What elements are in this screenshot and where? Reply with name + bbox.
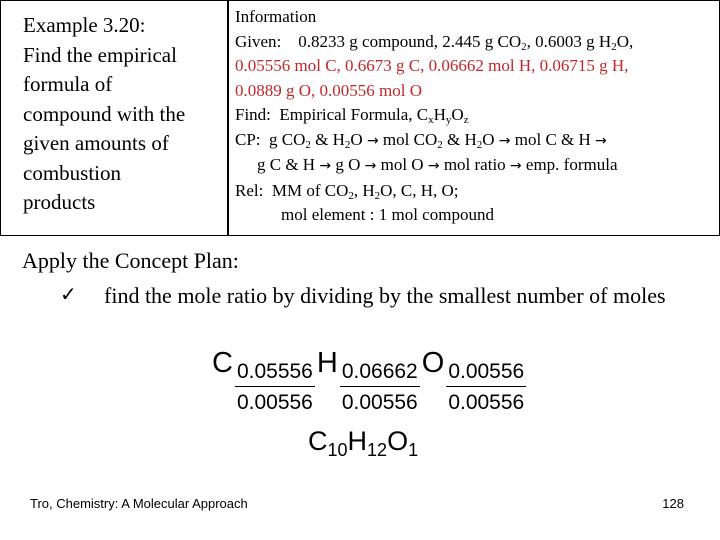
example-line: compound with the — [23, 101, 186, 126]
fraction-bar — [340, 386, 420, 387]
example-box — [0, 0, 228, 236]
denominator: 0.00556 — [236, 391, 313, 414]
arrow-icon: → — [366, 132, 379, 149]
subscript: 2 — [611, 40, 617, 53]
rel-text: O, C, H, O; — [380, 180, 459, 200]
cp-text: mol ratio — [439, 155, 510, 174]
example-text — [23, 11, 185, 218]
cp-text: mol C & H — [510, 129, 596, 149]
relationships-line-2: mol element : 1 mol compound — [281, 205, 494, 224]
find-text: Empirical Formula, C — [279, 105, 429, 124]
given-text: 0.8233 g compound, 2.445 g CO — [298, 31, 522, 51]
info-heading: Information — [235, 7, 317, 26]
denominator: 0.00556 — [448, 391, 525, 414]
subscript: 2 — [476, 138, 483, 151]
fraction-bar — [446, 386, 526, 387]
subscript: 2 — [521, 40, 527, 53]
arrow-icon: → — [498, 132, 511, 149]
cp-text: g O — [331, 155, 365, 174]
subscript: y — [445, 114, 452, 126]
subscript: z — [463, 114, 469, 126]
numerator: 0.05556 — [236, 360, 313, 383]
example-line: formula of — [23, 72, 113, 96]
fraction — [233, 360, 317, 415]
rel-label: Rel: — [235, 180, 264, 200]
example-line: given amounts of — [23, 131, 169, 155]
fraction — [338, 360, 422, 415]
subscript: 2 — [344, 138, 351, 151]
cp-text: O — [482, 129, 499, 149]
concept-plan-line-2 — [235, 153, 633, 179]
element-symbol: O — [421, 347, 445, 379]
cp-text: emp. formula — [521, 155, 618, 174]
given-label: Given: — [235, 31, 282, 51]
cp-text: & H — [310, 129, 345, 149]
step-text: find the mole ratio by dividing by the smallest number of moles — [104, 283, 666, 308]
element-symbol: C — [212, 347, 233, 379]
computed-values-line-2: 0.0889 g O, 0.00556 mol O — [235, 80, 422, 100]
page-number: 128 — [662, 496, 684, 511]
subscript: 10 — [327, 440, 348, 460]
denominator: 0.00556 — [341, 391, 418, 414]
given-line — [235, 30, 633, 55]
subscript: 2 — [348, 189, 354, 202]
subscript: x — [428, 114, 434, 126]
cp-text: O — [350, 129, 367, 149]
subscript: 2 — [437, 138, 443, 151]
subscript: 2 — [374, 189, 381, 202]
cp-text: g C & H — [257, 155, 320, 174]
given-text: , 0.6003 g H — [526, 31, 612, 51]
apply-title: Apply the Concept Plan: — [22, 248, 239, 273]
cp-text: & H — [442, 129, 477, 149]
example-line: combustion — [23, 160, 121, 185]
cp-text: mol CO — [378, 129, 438, 149]
cp-text: mol O — [376, 155, 428, 174]
find-line — [235, 103, 633, 128]
example-line: Example 3.20: — [23, 13, 146, 37]
arrow-icon: → — [427, 158, 440, 174]
footer-source: Tro, Chemistry: A Molecular Approach — [30, 496, 248, 511]
example-line: Find the empirical — [23, 42, 177, 67]
subscript: 2 — [305, 138, 311, 151]
subscript: 12 — [367, 440, 388, 460]
mole-ratio-formula — [212, 348, 528, 415]
concept-plan-line-1 — [235, 128, 633, 154]
empirical-formula-result — [308, 426, 419, 460]
element-symbol: H — [347, 426, 368, 456]
element-symbol: C — [308, 426, 328, 456]
fraction-bar — [235, 386, 315, 387]
fraction — [444, 360, 528, 415]
cp-label: CP: — [235, 129, 261, 149]
rel-text: , H — [353, 180, 375, 200]
arrow-icon: → — [319, 158, 332, 174]
numerator: 0.06662 — [341, 360, 418, 383]
relationships-line-1 — [235, 179, 633, 204]
computed-values-line-1: 0.05556 mol C, 0.6673 g C, 0.06662 mol H, 0.06715 g H, — [235, 56, 629, 75]
arrow-icon: → — [364, 158, 377, 174]
given-text: O, — [616, 31, 634, 51]
cp-text: g CO — [269, 129, 306, 149]
checkmark-icon: ✓ — [60, 282, 77, 306]
element-symbol: O — [387, 426, 409, 456]
arrow-icon: → — [595, 132, 607, 149]
find-text: H — [433, 105, 446, 124]
subscript: 1 — [408, 440, 419, 460]
information-box — [228, 0, 720, 236]
find-text: O — [451, 105, 464, 124]
element-symbol: H — [316, 347, 338, 379]
example-line: products — [23, 190, 96, 214]
arrow-icon: → — [509, 158, 522, 174]
numerator: 0.00556 — [448, 360, 525, 383]
rel-text: MM of CO — [271, 180, 349, 200]
find-label: Find: — [235, 105, 271, 124]
